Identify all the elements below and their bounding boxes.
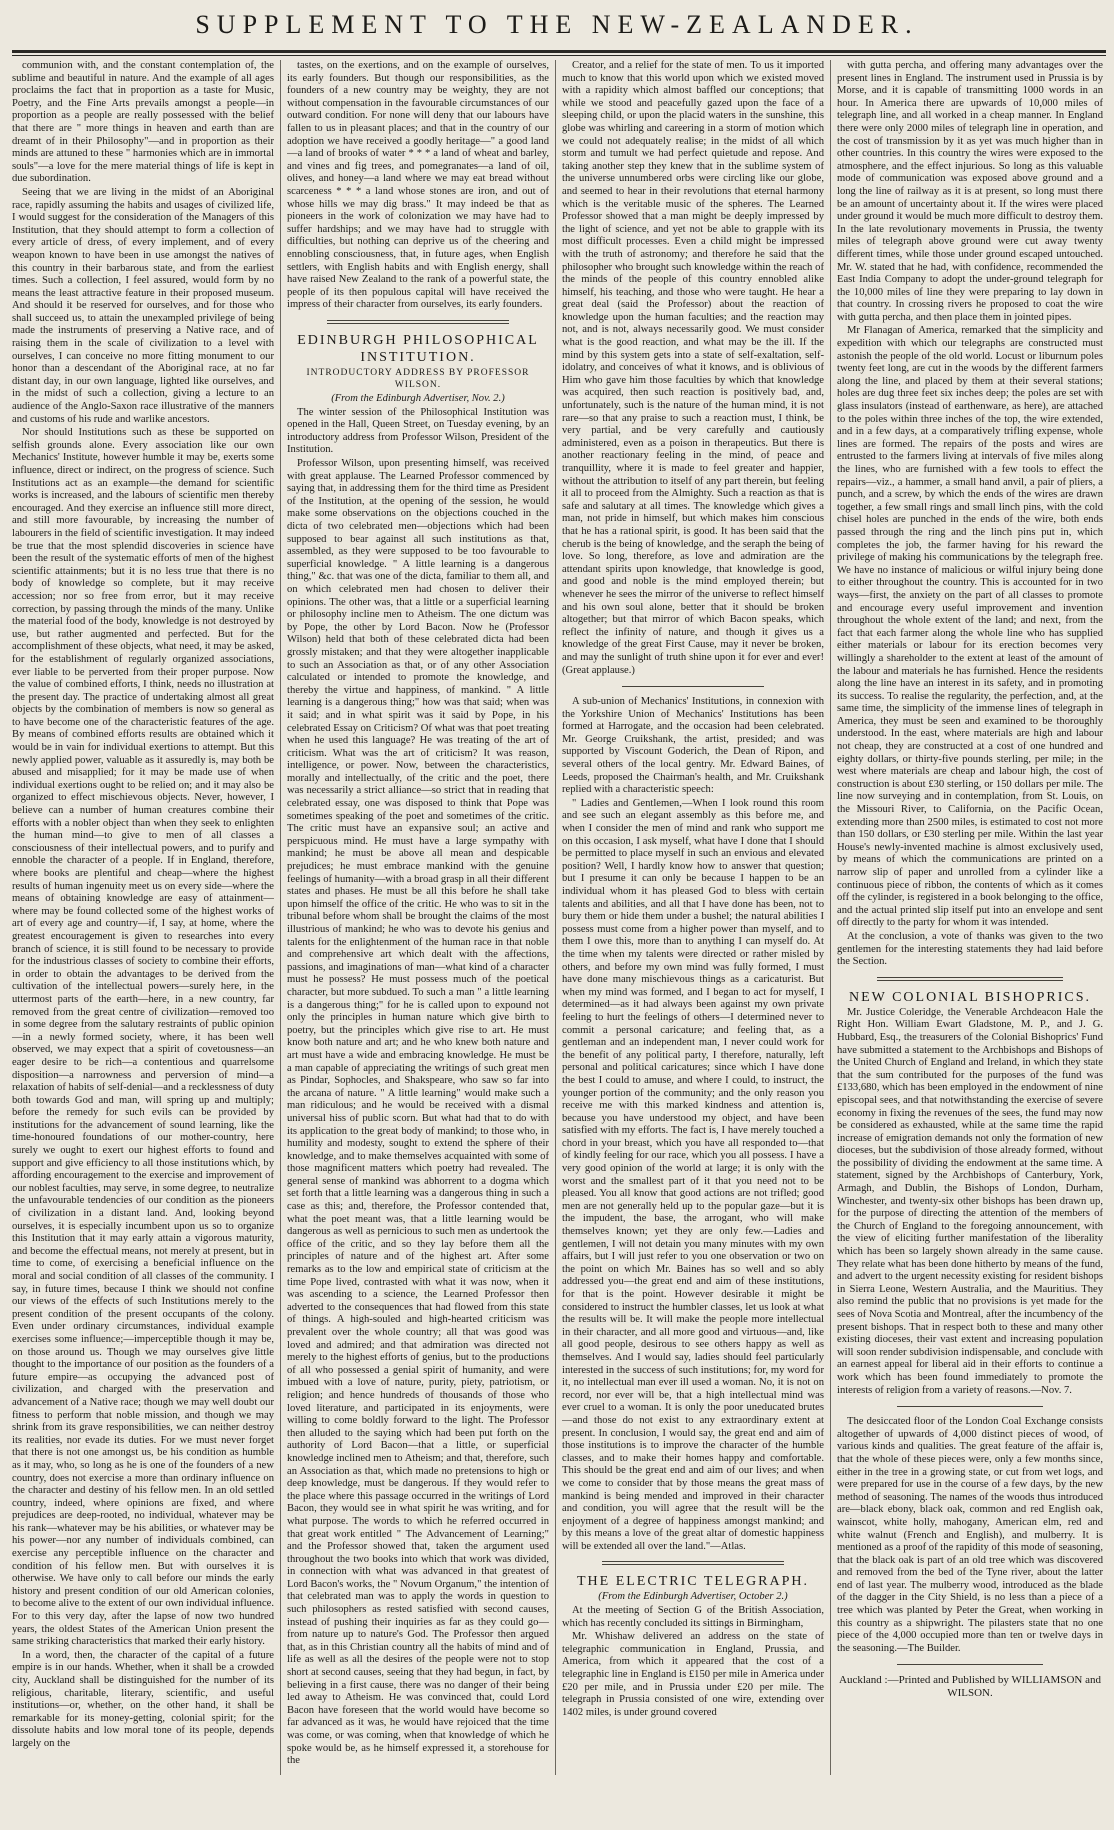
column-2 <box>287 60 549 1775</box>
section-separator <box>622 686 764 687</box>
paragraph: Professor Wilson, upon presenting himself, was received with great applause. The Learned Professor commenced by saying that, in addressing them for the third time as President of the Institution, at the opening of the session, he would make some observations on the objections couched in the dicta of two celebrated men—objections which had been supposed to bear against all such institutions as that, assembled, as they were supposed to be too favourable to superficial knowledge. " A little learning is a dangerous thing," &c. that was one of the dicta, familiar to them all, and on which celebrated men had chosen to deliver their opinions. The other was, that a little or a superficial learning or philosophy incline men to Atheism. The one dictum was by Pope, the other by Lord Bacon. Now he (Professor Wilson) held that both of these celebrated dicta had been grossly mistaken; and that they were altogether inapplicable to such an Association as that, or of any other Association calculated or intended to promote the knowledge, and thereby the virtue and happiness, of mankind. " A little learning is a dangerous thing;" how was that said; when was it said; and in what spirit was it said by Pope, in his celebrated Essay on Criticism? Of what was that poet treating when he used this language? He was treating of the art of criticism. What was the art of criticism? It was reason, intelligence, or power. Now, between the characteristics, morally and intellectually, of the critic and the poet, there was necessarily a strict alliance—so strict that in reading that celebrated essay, one was disposed to think that Pope was sometimes speaking of the poet and sometimes of the critic. The critic must have an expansive soul; an active and perspicuous mind. He must have a large sympathy with mankind; he must be above all mean and despicable prejudices; he must embrace mankind with the genuine feelings of humanity—with a broad grasp in all their different states and phases. He must be all this before he shall take upon himself the office of the critic. He who was to sit in the tribunal before whom shall be brought the claims of the most illustrious of mankind; he who was to devote his genius and talents for the enlightenment of the human race in that noble and comprehensive art which dealt with the affections, passions, and imaginations of man—what kind of a character must he possess? He must possess much of the poetical character, but more subdued. To such a man " a little learning is a dangerous thing;" for he is called upon to expound not only the principles in human nature which give birth to poetry, but the principles which give rise to art. He must know both nature and art; and he who knew both nature and art must have a wide and embracing knowledge. He must be a man capable of appreciating the writings of such great men as Pindar, Sophocles, and Shakspeare, who saw so far into the arcana of nature. " A little learning" would make such a man ridiculous; and he would be received with a dismal universal hiss of public scorn. But what had that to do with its application to the great body of mankind; to those who, in humility and modesty, sought to extend the sphere of their knowledge, and to make themselves acquainted with some of those magnificent matters which poetry had revealed. The general sense of mankind was abhorrent to a dogma which set forth that a little learning was a dangerous thing in such a case as this; and, therefore, the Professor contended that, what the poet meant was, that a little learning would be dangerous as well as pernicious to such men as undertook the office of the critic, and so they lay before them all the principles of nature and of the highest art. After some remarks as to the low and empirical state of criticism at the time Pope lived, contrasted with what it was now, when it was ascending to a science, the Learned Professor then adverted to the consequences that had flowed from this state of things. A high-souled and high-hearted criticism was prevalent over the whole country; all that was good was loved and admired; and that admiration was directed not merely to the highest efforts of genius, but to the productions of all who possessed a genial spirit of humanity, and were imbued with a love of nature, purity, piety, patriotism, or religion; and hence hundreds of thousands of those who loved literature, and participated in its enjoyments, were willing to come boldly forward to the light. The Professor then alluded to the saying which had been put forth on the authority of Lord Bacon—that a little, or superficial knowledge inclined men to Atheism; and that, therefore, such an Association as that, which made no pretensions to high or deep knowledge, must be dangerous. If they would refer to the place where this passage occurred in the writings of Lord Bacon, they would see in what spirit he was writing, and for what purpose. The words to which he referred occurred in that great work entitled " The Advancement of Learning;" and the Professor showed that, taken the argument used throughout the two books into which that work was divided, in connection with what was advanced in that greatest of Lord Bacon's works, the " Novum Organum," the intention of that celebrated man was to apply the words in question to such philosophers as rested satisfied with second causes, instead of pushing their inquiries as far as they could go—from nature up to nature's God. The Professor then argued that, as in this Christian country all the habits of mind and of life as well as all the desires of the people were not to stop short at second causes, seeing that they had begun, in fact, by believing in a first cause, there was no danger of their being led away to Atheism. He was convinced that, could Lord Bacon have foreseen that the world would have become so far advanced as it was, he would have rejoiced that the time was come, or was coming, when that knowledge of which he spoke would be, as he himself expressed it, a storehouse for the <box>287 458 549 1767</box>
paragraph: Mr Flanagan of America, remarked that the simplicity and expedition with which our telegraphs are constructed must astonish the people of the old world. Locust or liburnum poles twenty feet long, are cut in the woods by the different farmers along the line, and placed by them at their several stations; holes are dug three feet six inches deep; the poles are set with glass insulators (instead of earthenware, as here), are attached to the poles within three inches of the top, the wire extended, and in a few days, at a comparatively trifling expense, whole lines are formed. The repairs of the posts and wires are entrusted to the farmers living at intervals of five miles along the lines, who are furnished with a few tools to effect the repairs—viz., a hammer, a small hand anvil, a pair of pliers, a punch, and a screw, by which the ends of the wires are drawn together, a few small rings and small linch pins, with the cold chisel holes are punched in the ends of the wire, both ends passed through the ring and the linch pins put in, which completes the job, the farmer having for his reward the privilege of making his communications by the telegraph free. We have no instance of malicious or wilful injury being done to either throughout the country. This is accounted for in two ways—first, the anxiety on the part of all classes to promote and encourage every useful improvement and invention throughout the whole extent of the land; and next, from the fact that each farmer along the whole line who has supplied either materials or labour for its erection becomes very willingly a shareholder to the extent at least of the amount of the labour and materials he has furnished. Hence the residents along the line have an interest in its safety, and in promoting its success. To realise the regularity, the perfection, and, at the same time, the simplicity of the immense lines of telegraph in America, they must be seen and examined to be thoroughly understood. In the east, where materials are high and labour not cheap, they are constructed at a cost of one hundred and eighty dollars, or thirty-five pounds sterling, per mile; in the west where materials are cheap and labour high, the cost of construction is about £30 sterling, or 150 dollars per mile. The line now surveying and in contemplation, from St. Louis, on the Missouri River, to California, on the Pacific Ocean, extending more than 2500 miles, is estimated to cost not more than 150 dollars, or £30 sterling per mile. Within the last year House's newly-invented machine is almost exclusively used, by means of which the communications are printed on a narrow slip of paper and unrolled from a cylinder like a continuous piece of ribbon, the contents of which as it comes off the cylinder, is registered in a book belonging to the office, and the actual printed slip itself put into an envelope and sent off directly to the party for whom it was intended. <box>837 325 1103 929</box>
section-separator <box>327 320 509 324</box>
columns-container <box>12 60 1106 1775</box>
article-subtitle: INTRODUCTORY ADDRESS BY PROFESSOR WILSON. <box>306 367 530 391</box>
article-source: (From the Edinburgh Advertiser, October 2.) <box>598 1591 788 1603</box>
section-separator <box>897 1406 1043 1407</box>
paragraph: Mr. Justice Coleridge, the Venerable Archdeacon Hale the Right Hon. William Ewart Gladstone, M. P., and J. G. Hubbard, Esq., the treasurers of the Colonial Bishoprics' Fund have submitted a statement to the Archbishops and Bishops of the United Church of England and Ireland, in which they state that the sum contributed for the purposes of the fund was £133,680, which has been employed in the endowment of nine episcopal sees, and that notwithstanding the exercise of severe economy in fixing the revenues of the sees, the fund may now be considered as exhausted, while at the same time the rapid increase of emigration demands not only the formation of new dioceses, but the subdivision of those already formed, without the possibility of dividing the endowment at the same time. A statement, signed by the Archbishops of Canterbury, York, Armagh, and Dublin, the Bishops of London, Durham, Winchester, and twenty-six other bishops has been drawn up, for the purpose of directing the attention of the members of the Church of England to the foregoing announcement, with the view of eliciting further manifestation of the liberality which has been so largely shown already in the same cause. They relate what has been done hitherto by means of the fund, and advert to the urgent necessity existing for resident bishops in Sierra Leone, Western Australia, and the Mauritius. They also remind the public that no provisions is yet made for the sees of Nova Scotia and Montreal, after the incumbency of the present bishops. That in respect both to these and many other existing dioceses, their vast extent and increasing population will soon render subdivision indispensable, and conclude with an earnest appeal for liberal aid in their efforts to continue a work which has been found immediately to promote the interests of religion from a variety of reasons.—Nov. 7. <box>837 1006 1103 1396</box>
paragraph: At the meeting of Section G of the British Association, which has recently concluded its sittings in Birmingham, <box>562 1605 824 1629</box>
imprint: Auckland :—Printed and Published by WILLIAMSON and WILSON. <box>839 1674 1101 1700</box>
article-title-telegraph: THE ELECTRIC TELEGRAPH. <box>576 1574 809 1590</box>
article-title-edinburgh: EDINBURGH PHILOSOPHICAL INSTITUTION. <box>297 332 539 365</box>
section-separator <box>897 1664 1043 1665</box>
paragraph: In a word, then, the character of the capital of a future empire is in our hands. Whether, when it shall be a crowded city, Auckland shall be distinguished for the number of its religious, charitable, literary, scientific, and useful institutions—or, whether, on the other hand, it shall be remarkable for its money-getting, colonial spirit; for the dissolute habits and low moral tone of its people, depends largely on the <box>12 1649 274 1749</box>
column-divider <box>555 60 556 1775</box>
column-1 <box>12 60 274 1775</box>
paragraph: Mr. Whishaw delivered an address on the state of telegraphic communication in England, Prussia, and America, from which it appeared that the cost of a telegraphic line in England is £150 per mile in America under £20 per mile, and in Prussia under £20 per mile. The telegraph in Prussia consisted of one wire, extending over 1402 miles, is under ground covered <box>562 1631 824 1718</box>
paragraph: communion with, and the constant contemplation of, the sublime and beautiful in nature. And the example of all ages proclaims the fact that in proportion as a taste for Music, Poetry, and the Fine Arts prevails amongst a people—in proportion as a people are really possessed with the belief that there are " more things in heaven and earth than are dreamt of in their Philosophy"—and in proportion as their minds are attuned to these " harmonies which are in immortal souls"—a love for the mere material things of life is kept in due subordination. <box>12 60 274 185</box>
article-source: (From the Edinburgh Advertiser, Nov. 2.) <box>331 393 505 405</box>
column-divider <box>280 60 281 1775</box>
section-separator <box>877 977 1063 981</box>
column-4 <box>837 60 1103 1775</box>
masthead-rule-thick <box>12 50 1106 53</box>
paragraph: A sub-union of Mechanics' Institutions, in connexion with the Yorkshire Union of Mechanics' Institutions has been formed at Harrogate, and the occasion had been celebrated. Mr. George Cruikshank, the artist, presided; and was supported by Viscount Goderich, the Dean of Ripon, and several others of the local gentry. Mr. Edward Baines, of Leeds, proposed the Chairman's health, and Mr. Cruikshank replied with a characteristic speech: <box>562 696 824 796</box>
paragraph: Nor should Institutions such as these be supported on selfish grounds alone. Every association like our own Mechanics' Institute, however humble it may be, exerts some influence, direct or indirect, on the progress of science. Such Institutions act as an example—the demand for scientific works is increased, and the labours of scientific men thereby encouraged. And they exercise an influence still more direct, and still more favourable, by increasing the number of labourers in the field of scientific investigation. It may indeed be true that the most splendid discoveries in science have been the result of the systematic efforts of men of the highest scientific attainments; but it is no less true that there is no body of knowledge so complete, but it may receive accession; nor so free from error, but it may receive correction, by passing through the minds of the many. Unlike the material food of the body, knowledge is not destroyed by use, but rather augmented and perfected. But for the accomplishment of these objects, what need, it may be asked, for the establishment of regularly organized associations, ever liable to be perverted from their proper purpose. Now the value of combined efforts, I think, needs no illustration at the present day. The practice of undertaking almost all great objects by the combination of members is now so general as to have become one of the characteristic features of the age. By means of combined efforts results are obtained which it would be in vain for individual exertions to attempt. But this newly applied power, valuable as it assuredly is, may both be abused and misapplied; for it may be made use of when individual exertions ought to be relied on; and it may also be organized to effect mischievous objects. Never, however, I believe can a number of human creatures combine their efforts with a nobler object than when they seek to enlighten the human mind—to give to men of all classes a consciousness of their intellectual powers, and to purify and ennoble the character of a people. If in England, therefore, where books are plentiful and cheap—where the highest results of human ingenuity meet us on every side—where the means of obtaining knowledge are easy of attainment—where may be found collected some of the highest works of art of every age and country—if, I say, at home, where the greatest encouragement is given to researches into every branch of science, it is still found to be necessary to provide for the industrious classes of society to combine their efforts, in order to obtain the advantages to be derived from the cultivation of the intellectual powers—surely here, in the uttermost parts of the earth—here, in a new country, far removed from the great centre of civilization—removed too in some degree from the salutary restraints of public opinion—in a newly formed society, where, it has been well observed, we may expect that a spirit of covetousness—an eager desire to be rich—a contentious and quarrelsome disposition—a narrowness and perversion of mind—a relaxation of habits of self-denial—and a recklessness of duty both towards God and man, will spring up and multiply; before the remedy for such evils can be provided by institutions for the advancement of sound learning, like the time-honoured foundations of our mother-country, here surely we ought to exert our highest efforts to found and support and give efficiency to all those institutions which, by affording encouragement to the exercise and improvement of our noblest faculties, may serve, in some degree, to neutralize the unfavourable tendencies of our condition as the pioneers of civilization in a distant land. And, looking beyond ourselves, it is especially incumbent upon us so to organize this Institution that it may early attain a vigorous maturity, and become the effectual means, not merely at present, but in time to come, of exercising a beneficial influence on the moral and social condition of all classes of the community. I say, in future times, because I think we should not confine our views of the effects of such Institutions merely to the present condition of the present occupants of the colony. Even under ordinary circumstances, individual example exercises some influence;—imperceptible though it may be, on those around us. Though we may ourselves give little thought to the importance of our position as the founders of a future empire—as occupying the advanced post of civilization, and charged with the preservation and advancement of a Native race; though we may well doubt our fitness to perform that noble mission, and though we may shrink from its grave responsibilities, we can neither destroy its realities, nor evade its duties. For we must never forget that there is not one amongst us, be his condition as humble as it may, who, so long as he is one of the founders of a new country, does not exercise a more than ordinary influence on the character and destiny of his fellow men. In an old settled country, indeed, where opinions are fixed, and where prejudices are deep-rooted, no individual, whatever may be his rank—whatever may be his abilities, or whatever may be his power—nor any number of individuals combined, can exercise any perceptible influence on the character and condition of his fellow men. But with ourselves it is otherwise. We have only to call before our minds the early history and present condition of our old American colonies, to become alive to the extent of our own individual influence. For to this very day, after the lapse of now two hundred years, the oldest States of the American Union present the same striking characteristics that marked their early history. <box>12 427 274 1648</box>
paragraph: Seeing that we are living in the midst of an Aboriginal race, rapidly assuming the habits and usages of civilized life, I would suggest for the consideration of the Managers of this Institution, that they should attempt to form a collection of every article of dress, of every implement, and of every weapon known to have been in use amongst the natives of this country in their barbarous state, and from the earliest times. Such a collection, I feel assured, would form by no means the least attractive feature in their proposed museum. And should it be reserved for ourselves, and for those who shall succeed us, to attain the unexampled privilege of being made the instruments of preserving a Native race, and of raising them in the scale of civilization to a level with ourselves, I can conceive no more fitting monument to our honor than a descendant of the Aboriginal race, at no far distant day, in our own language, lighted like ourselves, and in the midst of such a collection, giving a lecture to an audience of the Anglo-Saxon race illustrative of the manners and customs of his rude and warlike ancestors. <box>12 186 274 425</box>
section-separator <box>602 1561 784 1565</box>
column-divider <box>830 60 831 1775</box>
paragraph: tastes, on the exertions, and on the example of ourselves, its early founders. But though our responsibilities, as the founders of a new country may be weighty, they are not without compensation in the favourable circumstances of our outward condition. For none will deny that our labours have fallen to us in pleasant places; and that in the country of our adoption we have received a goodly heritage—" a good land —a land of brooks of water * * * a land of wheat and barley, and vines and fig trees, and pomegranates—a land of oil, olives, and honey—a land where we may eat bread without scarceness * * * a land whose stones are iron, and out of whose hills we may dig brass." It may indeed be that as pioneers in the work of colonization we may have had to suffer hardships; and we may have had to struggle with difficulties, but nothing can deprive us of the cheering and ennobling consciousness, that, in future ages, when English settlers, with English habits and with English energy, shall have raised New Zealand to the rank of a powerful state, the people of its then populous capital will have received the impress of their character from ourselves, its early founders. <box>287 60 549 311</box>
article-title-bishoprics: NEW COLONIAL BISHOPRICS. <box>848 989 1092 1005</box>
paragraph: " Ladies and Gentlemen,—When I look round this room and see such an elegant assembly as this before me, and when I consider the men of mind and rank who support me on this occasion, I ask myself, what have I done that I should be permitted to place myself in such an envious and elevated position? Well, I hardly know how to answer that question; but I presume it can only be because I happen to be an individual whom it has pleased God to bless with certain talents and abilities, and all that I have done has been, not to bury them or hide them under a bushel; the natural abilities I possess must come from a higher power than myself, and to them I owe this, more than to anything I can myself do. At the time when my talents were directed or rather misled by others, and before my own mind was fully formed, I must have done many mischievous things as a caricaturist. But when my mind was formed, and I began to act for myself, I determined—as it had always been against my own private feeling to hurt the feelings of others—I determined never to commit a personal caricature; and feeling that, as a gentleman and an independent man, I never could work for the benefit of any political party, I therefore, naturally, left personal and political caricatures; since which I have done the best I could to amuse, and where I could, to instruct, the younger portion of the community; and the only reason you receive me with this marked kindness and attention is, because you have understood my object, and have been satisfied with my efforts. The fact is, I have merely touched a chord in your breast, which you have all responded to—that of kindly feeling for our race, which you all possess. I have a very good opinion of the world at large; it is only with the worst and the smallest part of it that you need not to be pleased. You all know that good actions are not trifled; good men are not generally held up to the popular gaze—but it is the impudent, the base, the arrogant, who will make themselves known; yet they are only few.—Ladies and gentlemen, I will not detain you many minutes with my own affairs, but I will just refer to you one observation or two on the point on which Mr. Baines has so well and so ably addressed you—the great end and aim of these institutions, for that is the point. However desirable it might be considered to instruct the humbler classes, let us look at what the results will be. It will make the people more intellectual in their character, and all more good and virtuous—and, like all good people, desirous to see others happy as well as themselves. And I would say, ladies should feel particularly interested in the success of such institutions; for, my word for it, no intellectual man ever ill used a woman. No, it is not on record, nor ever will be, that a high intellectual mind was ever cruel to a woman. It is only the poor uneducated brutes—and those do not exist to any extraordinary extent at present. In conclusion, I would say, the great end and aim of those institutions is to improve the character of the humble classes, and to make their homes happy and comfortable. This should be the great end and aim of our lives; and when we come to consider that by those means the great mass of mankind is being mended and improved in their character and condition, you will agree that the result will be the enjoyment of a degree of happiness amongst mankind; and by this means a love of the great altar of domestic happiness will be extended all over the land."—Atlas. <box>562 797 824 1552</box>
paragraph: The desiccated floor of the London Coal Exchange consists altogether of upwards of 4,000 distinct pieces of wood, of various kinds and qualities. The great feature of the affair is, that the whole of these pieces were, only a few months since, either in the tree in a growing state, or cut from wet logs, and were prepared for use in the course of a few days, by the new method of seasoning. The names of the woods thus introduced are—black ebony, black oak, common and red English oak, wainscot, white holly, mahogany, American elm, red and white walnut (French and English), and mulberry. It is mentioned as a proof of the rapidity of this mode of seasoning, that the black oak is part of an old tree which was discovered and removed from the bed of the Tyne river, about the latter end of last year. The mulberry wood, introduced as the blade of the dagger in the City Shield, is no less than a piece of a tree which was planted by Peter the Great, when working in this country as a shipwright. The pilasters state that no one piece of the 4,000 occupied more than ten or twelve days in the seasoning.—The Builder. <box>837 1416 1103 1654</box>
paragraph: with gutta percha, and offering many advantages over the present lines in England. The instrument used in Prussia is by Morse, and it is capable of transmitting 1000 words in an hour. In America there are upwards of 10,000 miles of telegraph line, and all worked in a cheap manner. In England there were only 2000 miles of telegraph line in operation, and the cost of transmission by it as yet was much higher than in other countries. In this country the wires were exposed to the atmosphere, and the effect injurious. So long as this valuable mode of communication was exposed above ground and a long the line of railway as it is at present, so long must there be an amount of uncertainty about it. If the wires were placed under ground it would be much more difficult to destroy them. In the late revolutionary movements in Prussia, the twenty miles of telegraph above ground were cut away twenty different times, while those under ground escaped untouched. Mr. W. stated that he had, with confidence, recommended the East India Company to adopt the under-ground telegraph for the 10,000 miles of line they were preparing to lay down in that country. In crossing rivers he proposed to coat the wire with gutta percha, and then place them in jointed pipes. <box>837 60 1103 323</box>
masthead-rule-thin <box>12 55 1106 56</box>
paragraph: Creator, and a relief for the state of men. To us it imported much to know that this world upon which we existed moved with a rapidity which almost baffled our conceptions; that while we stood and peacefully gazed upon the face of a sleeping child, or upon the placid waters in the sunshine, this globe was whirling and careering in a storm of motion which we could not adequately realise; in the midst of all which storm and tumult we had perfect quietude and repose. And taking another step they knew that in the sublime system of the universe unnumbered orbs were circling like our globe, and seemed to hear in their revolutions that eternal harmony which is the veritable music of the spheres. The Learned Professor showed that a man might be deeply impressed by the light of science, and yet not be able to grapple with its most difficult processes. Even a child might be impressed with the truth of astronomy; and therefore he said that the philosopher who brought such knowledge within the reach of the minds of the people of this country ennobled alike himself, his teaching, and those who were taught. He hear a great deal (said the Professor) about the reaction of knowledge upon the human faculties; and the reaction may not, and is not, always necessarily good. We must consider what is the good reaction, and what may be the ill. If the mind by this system gets into a state of self-exaltation, self-idolatry, and conceives of what it knows, and is oblivious of Him who gave him those faculties by which that knowledge was acquired, then such reaction is positively bad, and, unfortunately, such is the nature of the human mind, it is not rare—so that any praise to such a reaction must, I think, be very partial, and be very carefully and cautiously administered, even as a poison in therapeutics. But there is another reactionary feeling in the mind, of peace and tranquillity, where it is made to feel greater and happier, without the attribution to itself of any part therein, but feeling it all to proceed from the Almighty. Such a reaction as that is safe and salutary at all times. The knowledge which gives a man, not pride in himself, but which makes him conscious that he has a rational spirit, is good. It has been said that the cherub is the being of knowledge, and the seraph the being of love. So long, therefore, as love and admiration are the attendant spirits upon knowledge, that knowledge is good, and good and noble is the mind employed therein; but whenever he sees the mirror of the universe to reflect himself and his own soul alone, better that it should be broken altogether; but that mirror of which Bacon speaks, which reflect the infinity of nature, and though it gives us a knowledge of the great First Cause, may it never be broken, and may the sunlight of truth shine upon it for ever and ever! (Great applause.) <box>562 60 824 676</box>
column-3 <box>562 60 824 1775</box>
paragraph: The winter session of the Philosophical Institution was opened in the Hall, Queen Street, on Tuesday evening, by an introductory address from Professor Wilson, President of the Institution. <box>287 406 549 456</box>
masthead-title: SUPPLEMENT TO THE NEW-ZEALANDER. <box>195 10 919 39</box>
paragraph: At the conclusion, a vote of thanks was given to the two gentlemen for the interesting statements they had laid before the Section. <box>837 930 1103 968</box>
